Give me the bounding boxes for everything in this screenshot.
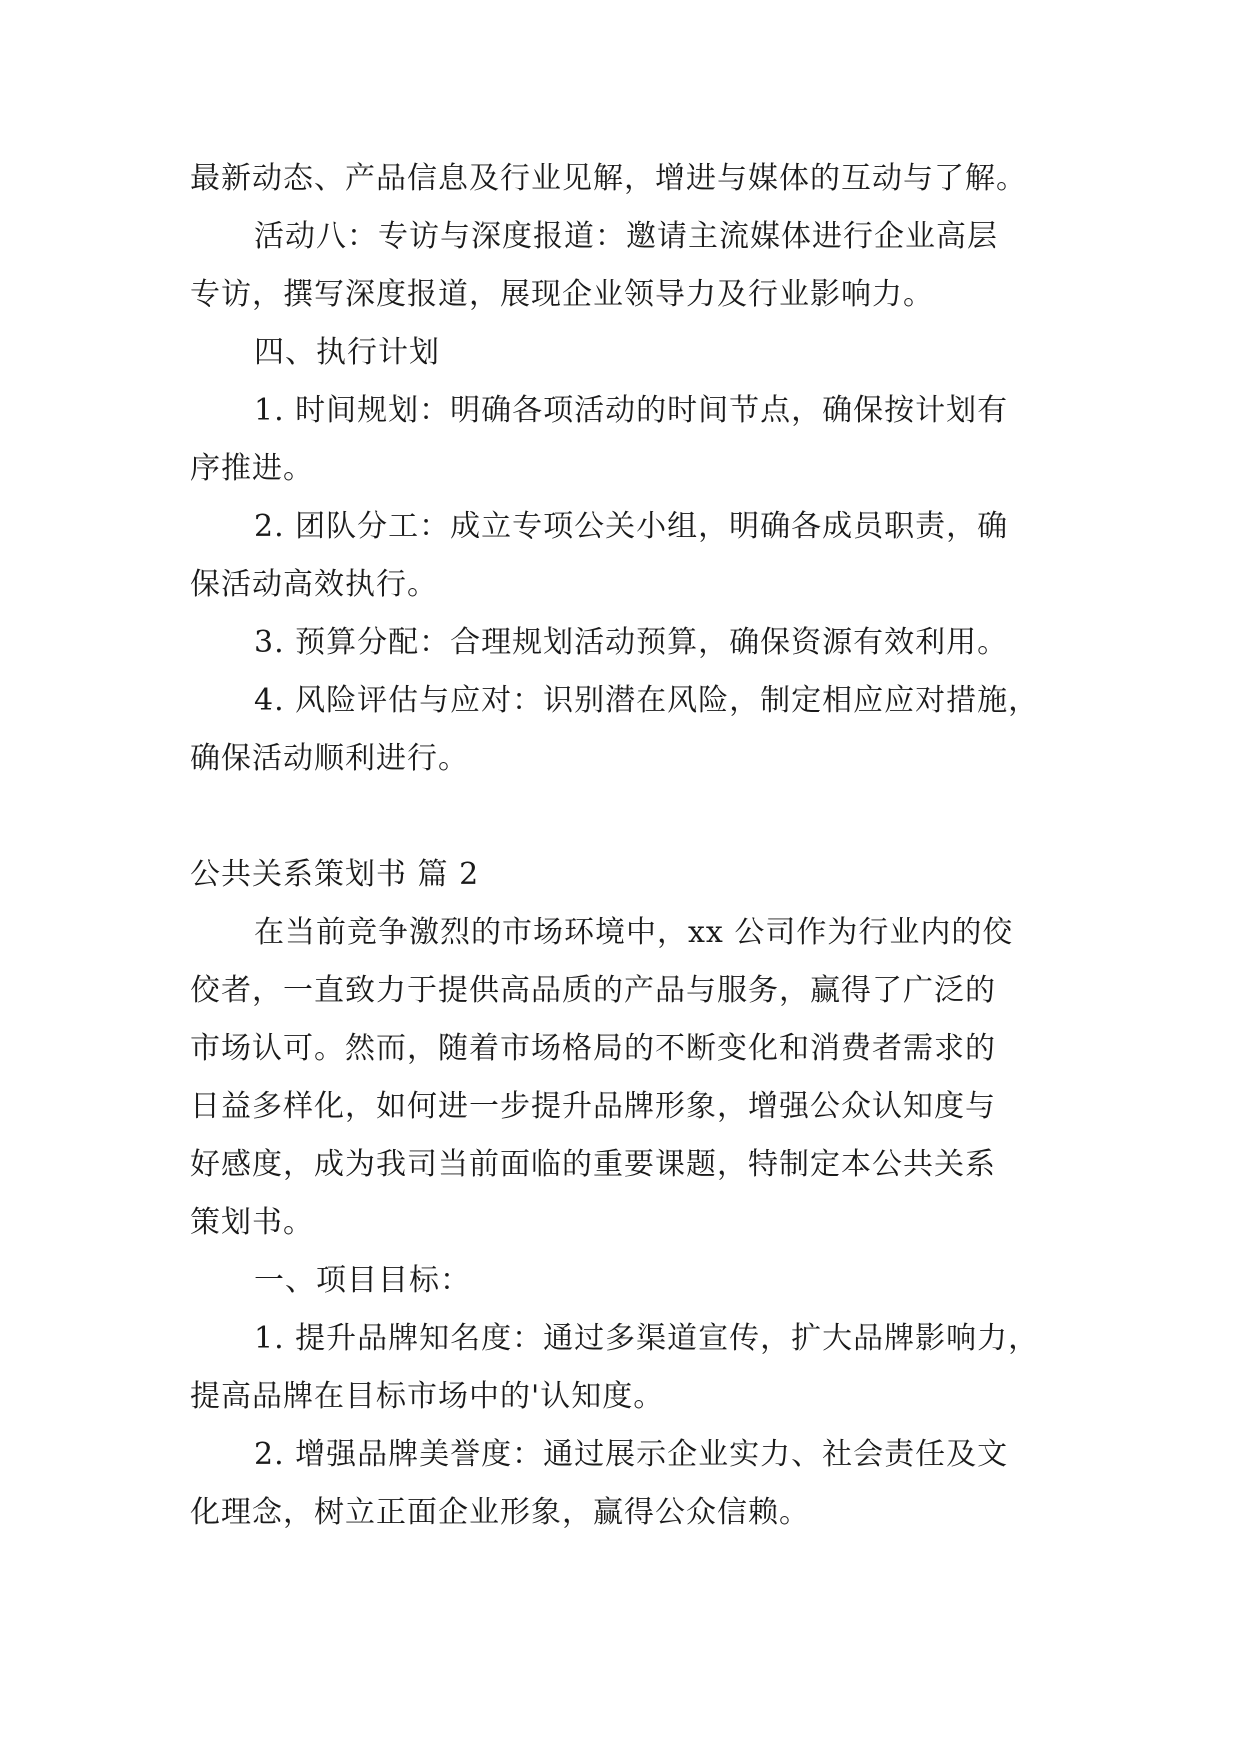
list-item-line: 序推进。 xyxy=(190,451,314,486)
paragraph-line: 好感度，成为我司当前面临的重要课题，特制定本公共关系 xyxy=(190,1147,996,1182)
document-title: 公共关系策划书 篇 2 xyxy=(190,857,480,892)
paragraph-line: 活动八：专访与深度报道：邀请主流媒体进行企业高层 xyxy=(254,219,998,254)
paragraph-line: 佼者，一直致力于提供高品质的产品与服务，赢得了广泛的 xyxy=(190,973,996,1008)
list-item-line: 确保活动顺利进行。 xyxy=(190,741,469,776)
document-body xyxy=(190,150,1070,1542)
list-item-line: 提高品牌在目标市场中的'认知度。 xyxy=(190,1379,665,1414)
paragraph-line: 最新动态、产品信息及行业见解，增进与媒体的互动与了解。 xyxy=(190,161,1027,196)
list-item-line: 4. 风险评估与应对：识别潜在风险，制定相应应对措施， xyxy=(254,683,1040,718)
list-item-line: 1. 时间规划：明确各项活动的时间节点，确保按计划有 xyxy=(254,393,1009,428)
list-item-line: 2. 增强品牌美誉度：通过展示企业实力、社会责任及文 xyxy=(254,1437,1009,1472)
section-heading: 一、项目目标： xyxy=(254,1263,471,1298)
paragraph-line: 日益多样化，如何进一步提升品牌形象，增强公众认知度与 xyxy=(190,1089,996,1124)
list-item-line: 2. 团队分工：成立专项公关小组，明确各成员职责，确 xyxy=(254,509,1009,544)
paragraph-line: 市场认可。然而，随着市场格局的不断变化和消费者需求的 xyxy=(190,1031,996,1066)
paragraph-line: 策划书。 xyxy=(190,1205,314,1240)
paragraph-line: 专访，撰写深度报道，展现企业领导力及行业影响力。 xyxy=(190,277,934,312)
list-item-line: 3. 预算分配：合理规划活动预算，确保资源有效利用。 xyxy=(254,625,1009,660)
list-item-line: 保活动高效执行。 xyxy=(190,567,438,602)
list-item-line: 化理念，树立正面企业形象，赢得公众信赖。 xyxy=(190,1495,810,1530)
list-item-line: 1. 提升品牌知名度：通过多渠道宣传，扩大品牌影响力， xyxy=(254,1321,1040,1356)
paragraph-line: 在当前竞争激烈的市场环境中，xx 公司作为行业内的佼 xyxy=(254,915,1014,950)
section-heading: 四、执行计划 xyxy=(254,335,440,370)
